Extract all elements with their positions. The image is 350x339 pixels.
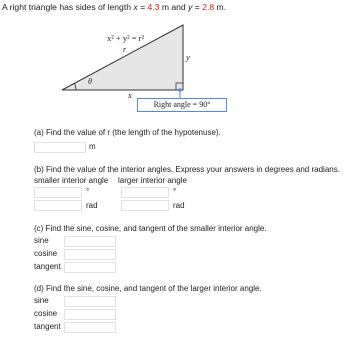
smaller-angle-rad-unit: rad: [86, 201, 98, 210]
larger-angle-label: larger interior angle: [118, 176, 187, 185]
smaller-sine-input[interactable]: [64, 236, 116, 247]
part-c-prompt: (c) Find the sine, cosine, and tangent of the smaller interior angle.: [34, 224, 267, 233]
smaller-angle-label: smaller interior angle: [34, 176, 109, 185]
x-unit: m and: [159, 2, 189, 12]
intro-text: A right triangle has sides of length: [2, 2, 131, 12]
part-d-prompt: (d) Find the sine, cosine, and tangent of the larger interior angle.: [34, 284, 262, 293]
right-angle-label: Right angle = 90°: [153, 100, 211, 109]
hypotenuse-input[interactable]: [34, 142, 86, 153]
smaller-cosine-label: cosine: [34, 249, 58, 258]
hypotenuse-unit: m: [89, 142, 96, 151]
x-equals: =: [137, 2, 148, 12]
larger-angle-degree-symbol: °: [173, 187, 177, 196]
larger-tangent-input[interactable]: [64, 322, 116, 333]
pythagorean-formula: x² + y² = r²: [107, 33, 145, 43]
larger-angle-rad-unit: rad: [173, 201, 185, 210]
side-y-label: y: [186, 52, 190, 62]
y-unit: m.: [214, 2, 227, 12]
right-angle-callout: [137, 98, 227, 112]
x-variable: x: [133, 2, 138, 12]
part-b-prompt: (b) Find the value of the interior angles. Express your answers in degrees and radians.: [34, 165, 340, 174]
smaller-angle-radians-input[interactable]: [34, 200, 82, 211]
larger-angle-radians-input[interactable]: [121, 200, 169, 211]
larger-cosine-label: cosine: [34, 309, 58, 318]
larger-sine-input[interactable]: [64, 296, 116, 307]
smaller-angle-degree-symbol: °: [86, 187, 90, 196]
side-x-label: x: [128, 90, 132, 100]
larger-tangent-label: tangent: [34, 322, 61, 331]
y-variable: y: [188, 2, 193, 12]
y-equals: =: [192, 2, 203, 12]
smaller-angle-degrees-input[interactable]: [34, 187, 82, 198]
smaller-tangent-input[interactable]: [64, 262, 116, 273]
y-value: 2.8: [202, 2, 215, 12]
larger-angle-degrees-input[interactable]: [121, 187, 169, 198]
callout-dot: [178, 88, 182, 92]
x-value: 4.3: [147, 2, 160, 12]
smaller-cosine-input[interactable]: [64, 249, 116, 260]
theta-label: θ: [88, 77, 92, 86]
part-a-prompt: (a) Find the value of r (the length of the hypotenuse).: [34, 128, 221, 137]
smaller-sine-label: sine: [34, 236, 49, 245]
smaller-tangent-label: tangent: [34, 262, 61, 271]
hypotenuse-label: r: [123, 45, 127, 54]
larger-sine-label: sine: [34, 296, 49, 305]
larger-cosine-input[interactable]: [64, 309, 116, 320]
